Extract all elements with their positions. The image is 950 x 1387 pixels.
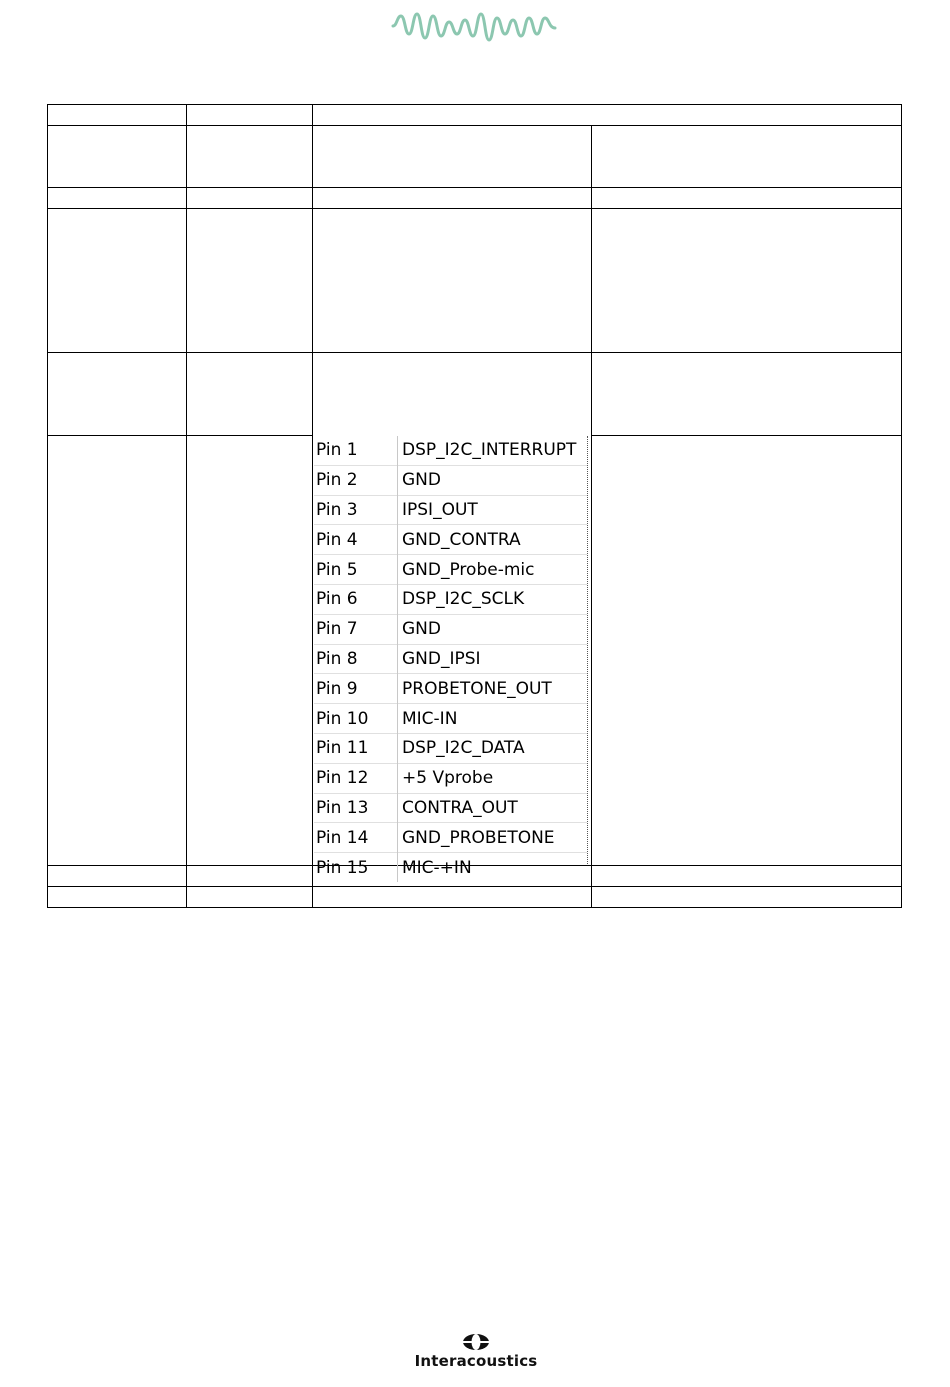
pin-signal: IPSI_OUT: [398, 495, 588, 525]
sound-wave-logo-icon: [391, 10, 557, 44]
pin-number: Pin 15: [314, 853, 398, 882]
column-separator: [312, 104, 313, 908]
column-separator: [186, 104, 187, 908]
pinout-table-dotted-edge: [587, 436, 588, 864]
pin-signal: DSP_I2C_DATA: [398, 733, 588, 763]
table-row: [314, 793, 587, 823]
pin-signal: GND_CONTRA: [398, 525, 588, 555]
pin-number: Pin 9: [314, 674, 398, 704]
pin-signal: GND: [398, 465, 588, 495]
table-border-bottom: [47, 907, 902, 908]
table-row: [314, 644, 587, 674]
table-row: [314, 465, 587, 495]
table-row: [314, 436, 587, 465]
pin-signal: MIC-+IN: [398, 853, 588, 882]
row-separator: [591, 435, 902, 436]
interacoustics-logo-icon: [461, 1333, 491, 1351]
column-separator: [591, 125, 592, 908]
table-row: [314, 525, 587, 555]
pin-signal: DSP_I2C_INTERRUPT: [402, 440, 577, 461]
pin-signal: MIC-IN: [398, 704, 588, 734]
table-row: [314, 495, 587, 525]
footer-brand: [398, 1333, 554, 1373]
pin-number: Pin 14: [314, 823, 398, 853]
row-separator: [47, 886, 902, 887]
brand-name: Interacoustics: [414, 1352, 538, 1370]
table-row: [314, 674, 587, 704]
pin-signal: GND_IPSI: [398, 644, 588, 674]
pin-signal: +5 Vprobe: [398, 763, 588, 793]
row-separator: [47, 208, 902, 209]
row-separator: [47, 187, 902, 188]
pin-number: Pin 1: [314, 436, 398, 465]
pin-number: Pin 7: [314, 614, 398, 644]
row-separator: [47, 125, 902, 126]
pin-signal: GND: [398, 614, 588, 644]
pin-signal: PROBETONE_OUT: [398, 674, 588, 704]
table-border-left: [47, 104, 48, 908]
pinout-rows: [314, 436, 587, 882]
pinout-table: [314, 436, 587, 882]
pin-number: Pin 11: [314, 733, 398, 763]
row-separator: [47, 352, 902, 353]
table-row: [314, 733, 587, 763]
pin-signal: GND_PROBETONE: [398, 823, 588, 853]
pin-signal: DSP_I2C_SCLK: [398, 584, 588, 614]
table-row: [314, 823, 587, 853]
table-row: [314, 614, 587, 644]
pin-number: Pin 3: [314, 495, 398, 525]
table-row: [314, 704, 587, 734]
pin-number: Pin 4: [314, 525, 398, 555]
table-row: [314, 584, 587, 614]
table-row: [314, 763, 587, 793]
pin-number: Pin 10: [314, 704, 398, 734]
pin-signal: GND_Probe-mic: [398, 555, 588, 585]
pin-number: Pin 13: [314, 793, 398, 823]
pin-number: Pin 6: [314, 584, 398, 614]
pin-number: Pin 2: [314, 465, 398, 495]
pin-number: Pin 8: [314, 644, 398, 674]
pin-number: Pin 12: [314, 763, 398, 793]
table-row: [314, 555, 587, 585]
pin-number: Pin 5: [314, 555, 398, 585]
table-border-right: [901, 104, 902, 908]
table-row: [314, 853, 587, 882]
pin-signal: CONTRA_OUT: [398, 793, 588, 823]
row-separator: [47, 435, 313, 436]
table-border-top: [47, 104, 902, 105]
